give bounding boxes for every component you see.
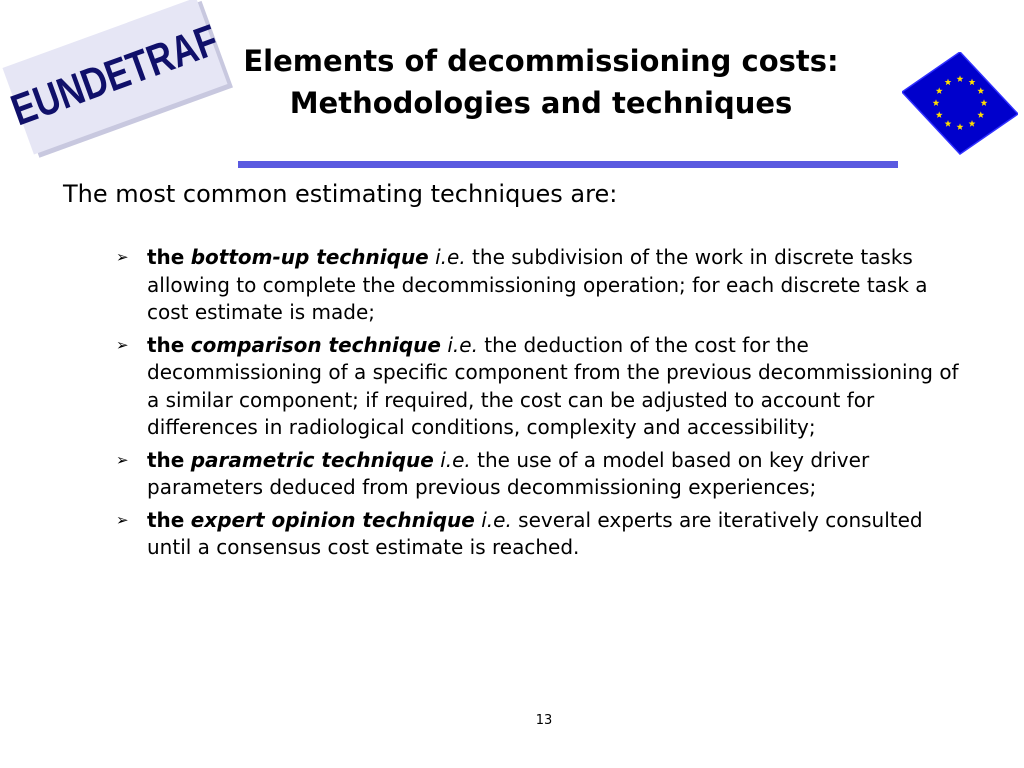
list-item-bottom-up bbox=[112, 244, 972, 327]
technique-description: the subdivision of the work in discrete tasks allowing to complete the decommissioning operation; for each discrete task a cost estimate is made; bbox=[147, 245, 928, 324]
logo-text: EUNDETRAF bbox=[5, 15, 225, 136]
ie-label: i.e. bbox=[435, 245, 466, 269]
list-item-expert-opinion bbox=[112, 507, 972, 562]
techniques-list bbox=[112, 244, 972, 567]
bullet-arrow-icon: ➢ bbox=[116, 450, 129, 469]
bullet-lead: the bbox=[147, 245, 185, 269]
slide-title bbox=[208, 40, 874, 124]
eundetraf-logo bbox=[2, 0, 227, 154]
bullet-arrow-icon: ➢ bbox=[116, 335, 129, 354]
technique-description: the deduction of the cost for the decommissioning of a specific component from the previous decommissioning of a similar component; if required, the cost can be adjusted to account for differences in radiological conditions, complexity and accessibility; bbox=[147, 332, 959, 439]
bullet-lead: the bbox=[147, 507, 185, 532]
title-underline bbox=[238, 161, 898, 168]
page-number: 13 bbox=[535, 713, 553, 728]
bullet-lead: the bbox=[147, 332, 185, 357]
ie-label: i.e. bbox=[447, 332, 478, 357]
technique-name: comparison technique bbox=[190, 332, 441, 357]
intro-text: The most common estimating techniques are: bbox=[63, 180, 618, 208]
technique-name: parametric technique bbox=[190, 447, 434, 472]
bullet-lead: the bbox=[147, 447, 185, 472]
bullet-arrow-icon: ➢ bbox=[116, 248, 129, 266]
ie-label: i.e. bbox=[440, 447, 471, 472]
technique-name: bottom-up technique bbox=[190, 245, 429, 269]
list-item-parametric bbox=[112, 447, 972, 502]
technique-description: several experts are iteratively consulted until a consensus cost estimate is reached. bbox=[147, 507, 923, 559]
eu-flag-icon bbox=[902, 52, 1018, 156]
technique-description: the use of a model based on key driver parameters deduced from previous decommissioning experiences; bbox=[147, 447, 870, 499]
list-item-comparison bbox=[112, 332, 972, 442]
bullet-arrow-icon: ➢ bbox=[116, 510, 129, 529]
ie-label: i.e. bbox=[481, 507, 512, 532]
title-line-2: Methodologies and techniques bbox=[289, 86, 793, 120]
technique-name: expert opinion technique bbox=[190, 507, 475, 532]
title-line-1: Elements of decommissioning costs: bbox=[243, 44, 839, 78]
